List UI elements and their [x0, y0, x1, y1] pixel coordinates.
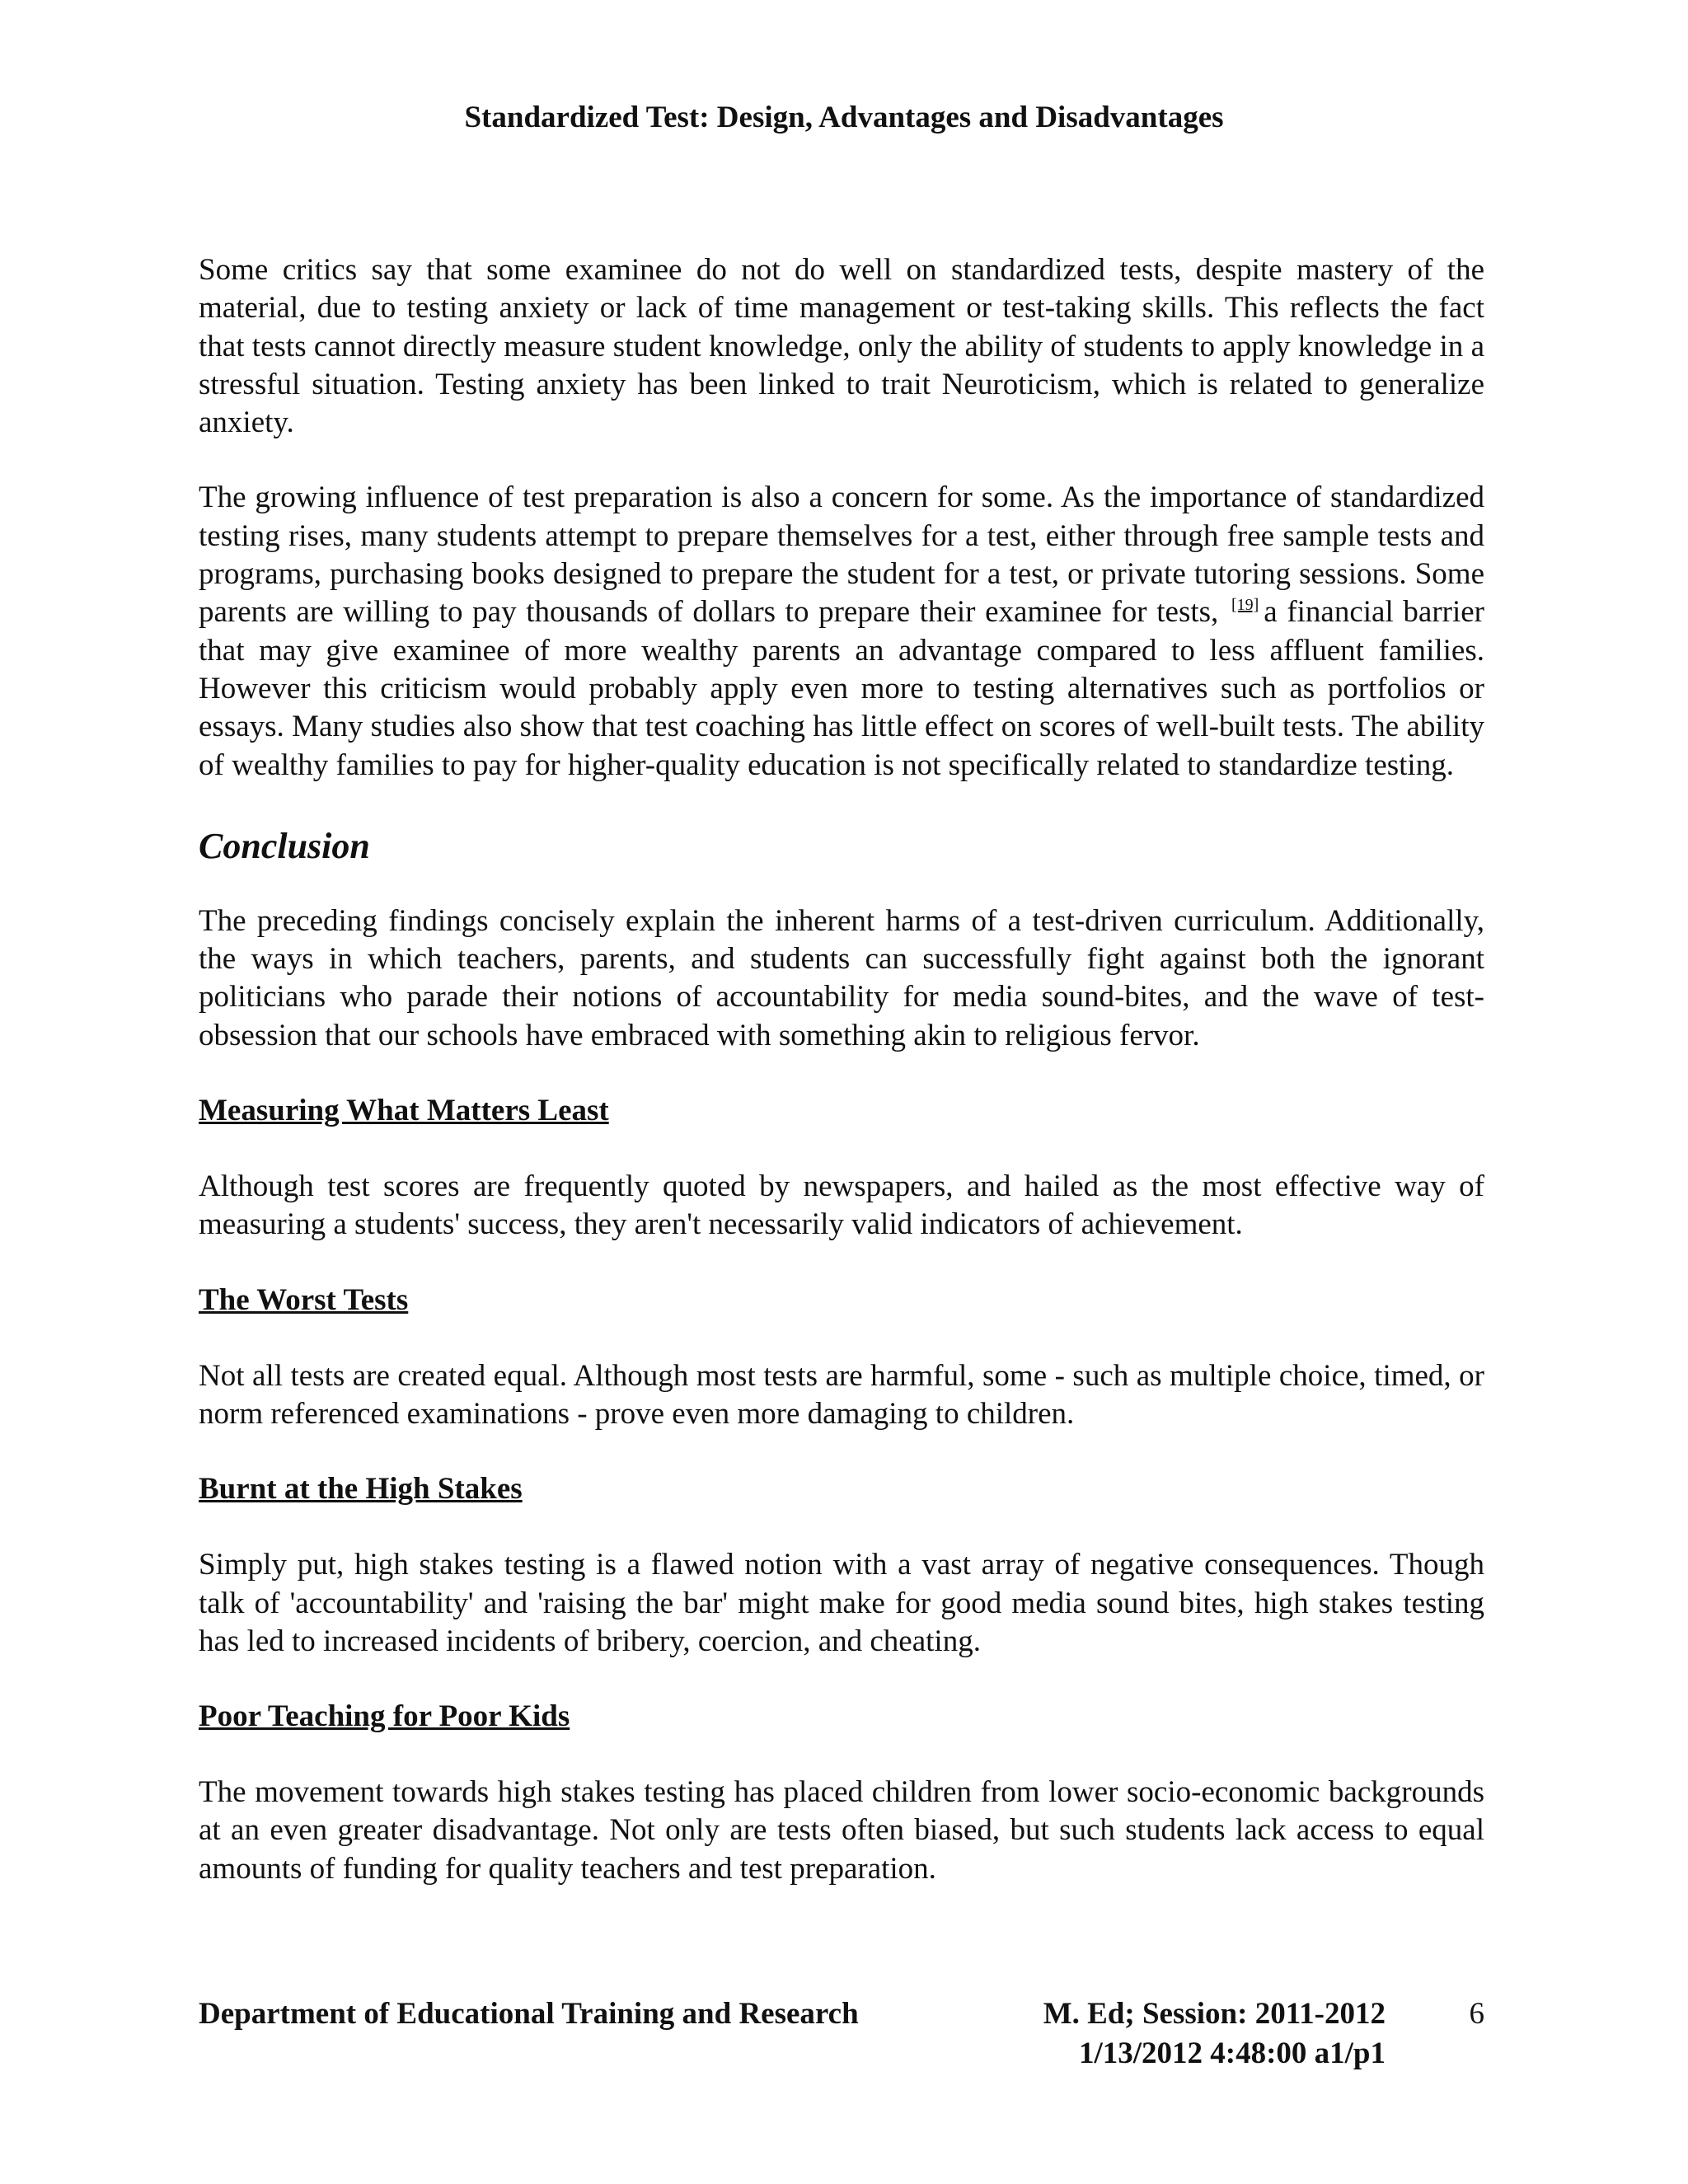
paragraph-text: a financial barrier that may give examinee of more wealthy parents an advantage compared to less affluent families. However this criticism would probably apply even more to testing alternatives such as portfolios or essays. Many studies also show that test coaching has little effect on scores of well-built tests. The ability of wealthy families to pay for higher-quality education is not specifically related to standardize testing.: [199, 595, 1484, 782]
document-body: [199, 251, 1484, 1925]
paragraph-conclusion-intro: The preceding findings concisely explain the inherent harms of a test-driven curriculum. Additionally, the ways in which teachers, parents, and students can successfully fight against both the ignorant politicians who parade their notions of accountability for media sound-bites, and the wave of test-obsession that our schools have embraced with something akin to religious fervor.: [199, 903, 1484, 1052]
subheading-measuring: Measuring What Matters Least: [199, 1094, 609, 1128]
footer-department: Department of Educational Training and Research: [199, 1997, 859, 2031]
footer-date: 1/13/2012 4:48:00 a1/p1: [1078, 2036, 1386, 2070]
subheading-high-stakes: Burnt at the High Stakes: [199, 1472, 523, 1507]
subheading-poor-teaching: Poor Teaching for Poor Kids: [199, 1699, 570, 1734]
paragraph-test-preparation: [199, 479, 1484, 784]
subheading-worst-tests: The Worst Tests: [199, 1282, 409, 1317]
citation-link[interactable]: [19]: [1231, 596, 1259, 615]
paragraph-high-stakes: Simply put, high stakes testing is a flawed notion with a vast array of negative consequences. Though talk of 'accountability' and 'raising the bar' might make for good media sound bites, high stakes testing has led to increased incidents of bribery, coercion, and cheating.: [199, 1548, 1484, 1658]
page-header-title: Standardized Test: Design, Advantages and Disadvantages: [464, 101, 1224, 134]
paragraph-worst-tests: Not all tests are created equal. Although most tests are harmful, some - such as multiple choice, timed, or norm referenced examinations - prove even more damaging to children.: [199, 1358, 1484, 1431]
paragraph-test-anxiety: Some critics say that some examinee do not do well on standardized tests, despite mastery of the material, due to testing anxiety or lack of time management or test-taking skills. This reflects the fact that tests cannot directly measure student knowledge, only the ability of students to apply knowledge in a stressful situation. Testing anxiety has been linked to trait Neuroticism, which is related to generalize anxiety.: [199, 253, 1484, 440]
paragraph-poor-teaching: The movement towards high stakes testing has placed children from lower socio-economic backgrounds at an even greater disadvantage. Not only are tests often biased, but such students lack access to equal amounts of funding for quality teachers and test preparation.: [199, 1775, 1484, 1886]
paragraph-text: The growing influence of test preparation is also a concern for some. As the importance of standardized testing rises, many students attempt to prepare themselves for a test, either through free sample tests and programs, purchasing books designed to prepare the student for a test, or private tutoring sessions. Some parents are willing to pay thousands of dollars to prepare their examinee for tests,: [199, 480, 1484, 630]
paragraph-measuring: Although test scores are frequently quoted by newspapers, and hailed as the most effective way of measuring a students' success, they aren't necessarily valid indicators of achievement.: [199, 1169, 1484, 1242]
conclusion-heading: Conclusion: [199, 825, 370, 866]
page-footer: [199, 1994, 1484, 2085]
footer-session: M. Ed; Session: 2011-2012: [1043, 1997, 1386, 2031]
page-number: 6: [1469, 1997, 1484, 2031]
